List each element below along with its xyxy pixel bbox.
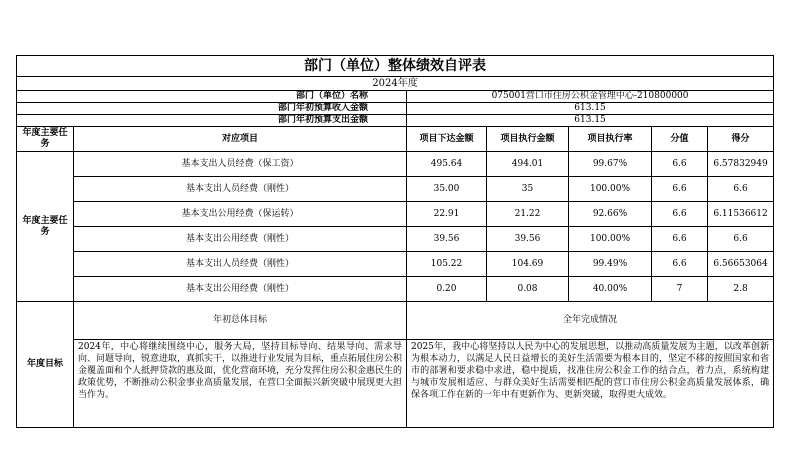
report-year: 2024年度: [17, 77, 774, 91]
task-rate: 100.00%: [569, 227, 652, 252]
task-allocated: 0.20: [407, 277, 487, 302]
task-allocated: 495.64: [407, 152, 487, 177]
col-header-weight: 分值: [652, 127, 708, 152]
task-rate: 100.00%: [569, 177, 652, 202]
table-row: [17, 202, 774, 227]
task-rate: 40.00%: [569, 277, 652, 302]
dept-name-value: 075001营口市住房公积金管理中心-210800000: [407, 91, 774, 103]
task-weight: 7: [652, 277, 708, 302]
col-header-rate: 项目执行率: [569, 127, 652, 152]
table-row: [17, 252, 774, 277]
tasks-header-label: 年度主要任务: [17, 127, 74, 152]
task-executed: 494.01: [487, 152, 569, 177]
completion-header: 全年完成情况: [407, 302, 774, 340]
task-rate: 99.67%: [569, 152, 652, 177]
table-row: [17, 277, 774, 302]
task-rate: 99.49%: [569, 252, 652, 277]
report-title: 部门（单位）整体绩效自评表: [17, 56, 774, 77]
task-executed: 0.08: [487, 277, 569, 302]
col-header-allocated: 项目下达金额: [407, 127, 487, 152]
task-project: 基本支出人员经费（刚性）: [74, 177, 407, 202]
task-project: 基本支出公用经费（刚性）: [74, 277, 407, 302]
task-executed: 39.56: [487, 227, 569, 252]
col-header-project: 对应项目: [74, 127, 407, 152]
task-score: 2.8: [708, 277, 774, 302]
task-weight: 6.6: [652, 152, 708, 177]
task-executed: 104.69: [487, 252, 569, 277]
expense-label: 部门年初预算支出金额: [17, 115, 407, 127]
task-allocated: 105.22: [407, 252, 487, 277]
task-weight: 6.6: [652, 252, 708, 277]
table-row: [17, 152, 774, 177]
table-row: [17, 227, 774, 252]
task-executed: 35: [487, 177, 569, 202]
col-header-score: 得分: [708, 127, 774, 152]
task-score: 6.56653064: [708, 252, 774, 277]
performance-table: [16, 55, 774, 428]
task-rate: 92.66%: [569, 202, 652, 227]
task-score: 6.6: [708, 227, 774, 252]
task-score: 6.11536612: [708, 202, 774, 227]
table-row: [17, 177, 774, 202]
task-executed: 21.22: [487, 202, 569, 227]
task-allocated: 35.00: [407, 177, 487, 202]
income-value: 613.15: [407, 103, 774, 115]
task-project: 基本支出人员经费（保工资）: [74, 152, 407, 177]
task-allocated: 22.91: [407, 202, 487, 227]
completion-text: 2025年，我中心将坚持以人民为中心的发展思想，以推动高质量发展为主题，以改革创新为根本动力，以满足人民日益增长的美好生活需要为根本目的，坚定不移的按照国家和省市的部署和要求稳中求进，稳中提质，找准住房公积金工作的结合点，着力点，系统构建与城市发展相适应、与群众美好生活需要相匹配的营口市住房公积金高质量发展体系，确保各项工作在新的一年中有更新作为、更新突破，取得更大成效。: [407, 340, 774, 428]
income-label: 部门年初预算收入金额: [17, 103, 407, 115]
expense-value: 613.15: [407, 115, 774, 127]
task-score: 6.6: [708, 177, 774, 202]
task-weight: 6.6: [652, 177, 708, 202]
dept-name-label: 部门（单位）名称: [17, 91, 407, 103]
task-weight: 6.6: [652, 202, 708, 227]
task-score: 6.57832949: [708, 152, 774, 177]
goals-section-label: 年度目标: [17, 302, 74, 428]
task-project: 基本支出公用经费（保运转）: [74, 202, 407, 227]
tasks-section-label: 年度主要任务: [17, 152, 74, 302]
task-project: 基本支出公用经费（刚性）: [74, 227, 407, 252]
task-project: 基本支出人员经费（刚性）: [74, 252, 407, 277]
col-header-executed: 项目执行金额: [487, 127, 569, 152]
task-allocated: 39.56: [407, 227, 487, 252]
initial-goal-header: 年初总体目标: [74, 302, 407, 340]
task-weight: 6.6: [652, 227, 708, 252]
initial-goal-text: 2024年，中心将继续围绕中心，服务大局，坚持目标导向、结果导向、需求导向、问题导向，锐意进取，真抓实干，以推进行业发展为目标，重点拓展住房公积金覆盖面和个人抵押贷款的惠及面，优化营商环境，充分发挥住房公积金惠民生的政策优势，不断推动公积金事业高质量发展，在营口全面振兴新突破中展现更大担当作为。: [74, 340, 407, 428]
